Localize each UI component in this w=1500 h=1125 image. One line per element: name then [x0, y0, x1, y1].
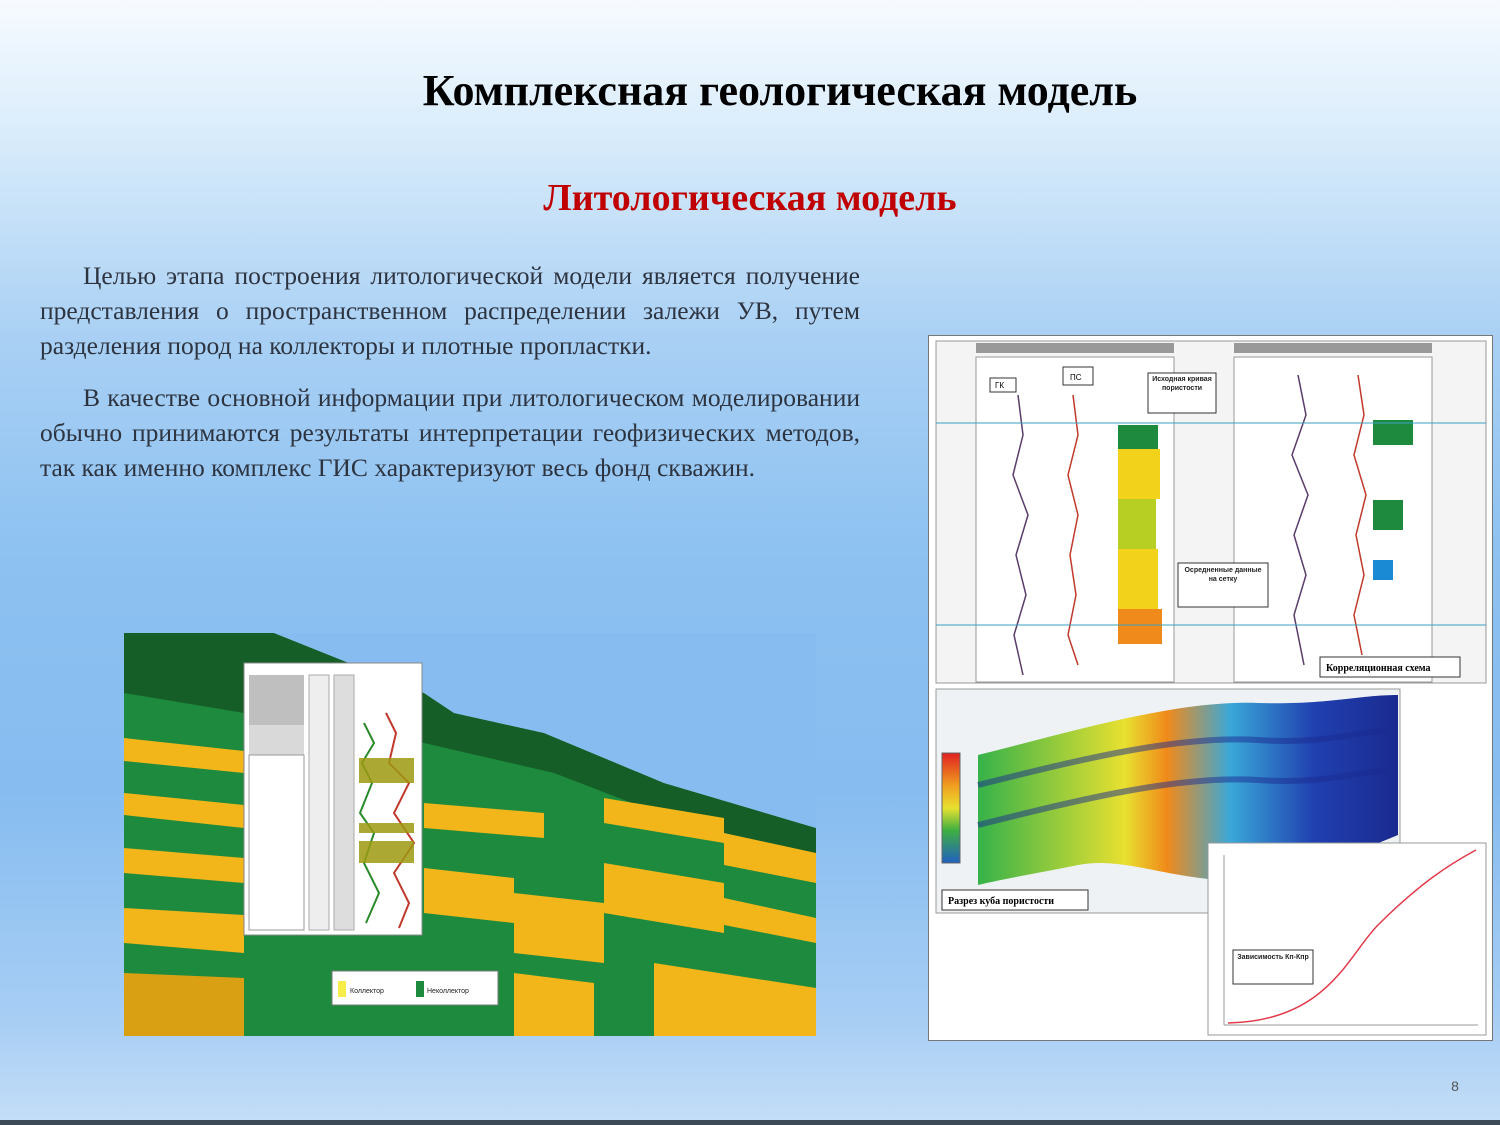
- legend-noncollector-label: Неколлектор: [427, 988, 469, 995]
- paragraph-goal: Целью этапа построения литологической модели является получение представления о пространственном распределении залежи УВ, путем разделения пород на коллекторы и плотные пропластки.: [40, 261, 860, 360]
- legend-collector-label: Коллектор: [350, 988, 384, 995]
- lithology-3d-figure: [124, 633, 816, 1036]
- gk-label: ГК: [995, 381, 1004, 390]
- correlation-panel: [936, 341, 1486, 683]
- averaged-data-label: Осредненные данные на сетку: [1184, 567, 1262, 583]
- dependency-plot: [1208, 843, 1486, 1035]
- body-text: [40, 258, 860, 502]
- page-number: 8: [1451, 1078, 1459, 1094]
- initial-curve-label: Исходная кривая пористости: [1152, 376, 1212, 392]
- slide-subtitle: Литологическая модель: [543, 177, 957, 219]
- porosity-cube-label: Разрез куба пористости: [948, 896, 1055, 907]
- legend-collector-swatch: [338, 981, 346, 997]
- bottom-border: [0, 1120, 1500, 1125]
- ps-label: ПС: [1070, 373, 1082, 382]
- lithology-3d-svg: [124, 633, 816, 1036]
- porosity-model-figure: [928, 335, 1493, 1041]
- porosity-model-svg: [928, 335, 1493, 1041]
- correlation-scheme-label: Корреляционная схема: [1326, 663, 1431, 674]
- legend-noncollector-swatch: [416, 981, 424, 997]
- slide-title: Комплексная геологическая модель: [422, 66, 1138, 115]
- dependency-label: Зависимость Кп-Кпр: [1237, 954, 1309, 961]
- well-log-panel: [244, 663, 422, 935]
- paragraph-data-source: В качестве основной информации при литологическом моделировании обычно принимаются результаты интерпретации геофизических методов, так как именно комплекс ГИС характеризуют весь фонд скважин.: [40, 383, 860, 482]
